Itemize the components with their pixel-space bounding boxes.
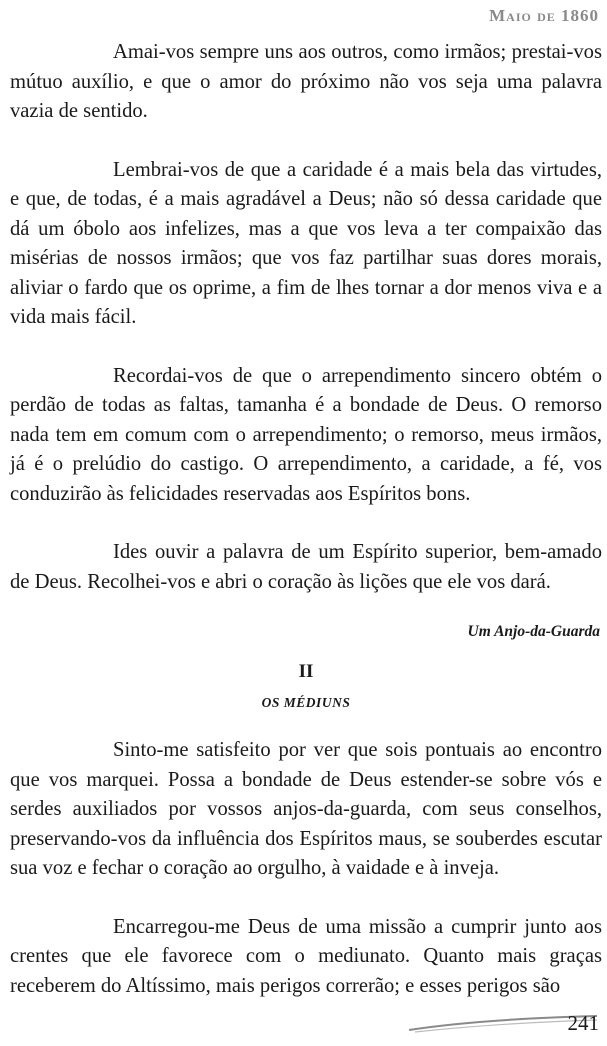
running-head: Maio de 1860 bbox=[489, 6, 599, 25]
paragraph: Lembrai-vos de que a caridade é a mais bela das virtudes, e que, de todas, é a mais agradável a Deus; não só dessa caridade que dá um óbolo aos infelizes, mas a que vos leva a ter compaixão das misérias de nossos irmãos; que vos faz partilhar suas dores morais, aliviar o fardo que os oprime, a fim de lhes tornar a dor menos viva e a vida mais fácil. bbox=[10, 158, 602, 328]
page-footer bbox=[401, 1000, 601, 1040]
page-number: 241 bbox=[567, 1011, 599, 1035]
paragraph: Recordai-vos de que o arrependimento sincero obtém o perdão de todas as faltas, tamanha é a bondade de Deus. O remorso nada tem em comum com o arrependimento; o remorso, meus irmãos, já é o prelúdio do castigo. O arrependimento, a caridade, a fé, vos conduzirão às felicidades reservadas aos Espíritos bons. bbox=[10, 364, 602, 505]
paragraph: Ides ouvir a palavra de um Espírito superior, bem-amado de Deus. Recolhei-vos e abri o coração às lições que ele vos dará. bbox=[10, 541, 602, 593]
paragraph: Amai-vos sempre uns aos outros, como irmãos; prestai-vos mútuo auxílio, e que o amor do próximo não vos seja uma palavra vazia de sentido. bbox=[10, 41, 602, 122]
paragraph: Sinto-me satisfeito por ver que sois pontuais ao encontro que vos marquei. Possa a bondade de Deus estender-se sobre vós e serdes auxiliados por vossos anjos-da-guarda, com seus conselhos, preservando-vos da influência dos Espíritos maus, se souberdes escutar sua voz e fechar o coração ao orgulho, à vaidade e à inveja. bbox=[10, 739, 602, 879]
section-title: OS MÉDIUNS bbox=[261, 695, 351, 710]
paragraph: Encarregou-me Deus de uma missão a cumprir junto aos crentes que ele favorece com o mediunato. Quanto mais graças receberem do Altíssimo, mais perigos correrão; e esses perigos são bbox=[10, 915, 602, 997]
signature: Um Anjo-da-Guarda bbox=[467, 623, 600, 640]
page-body bbox=[10, 38, 602, 1001]
section-number: II bbox=[298, 661, 314, 682]
